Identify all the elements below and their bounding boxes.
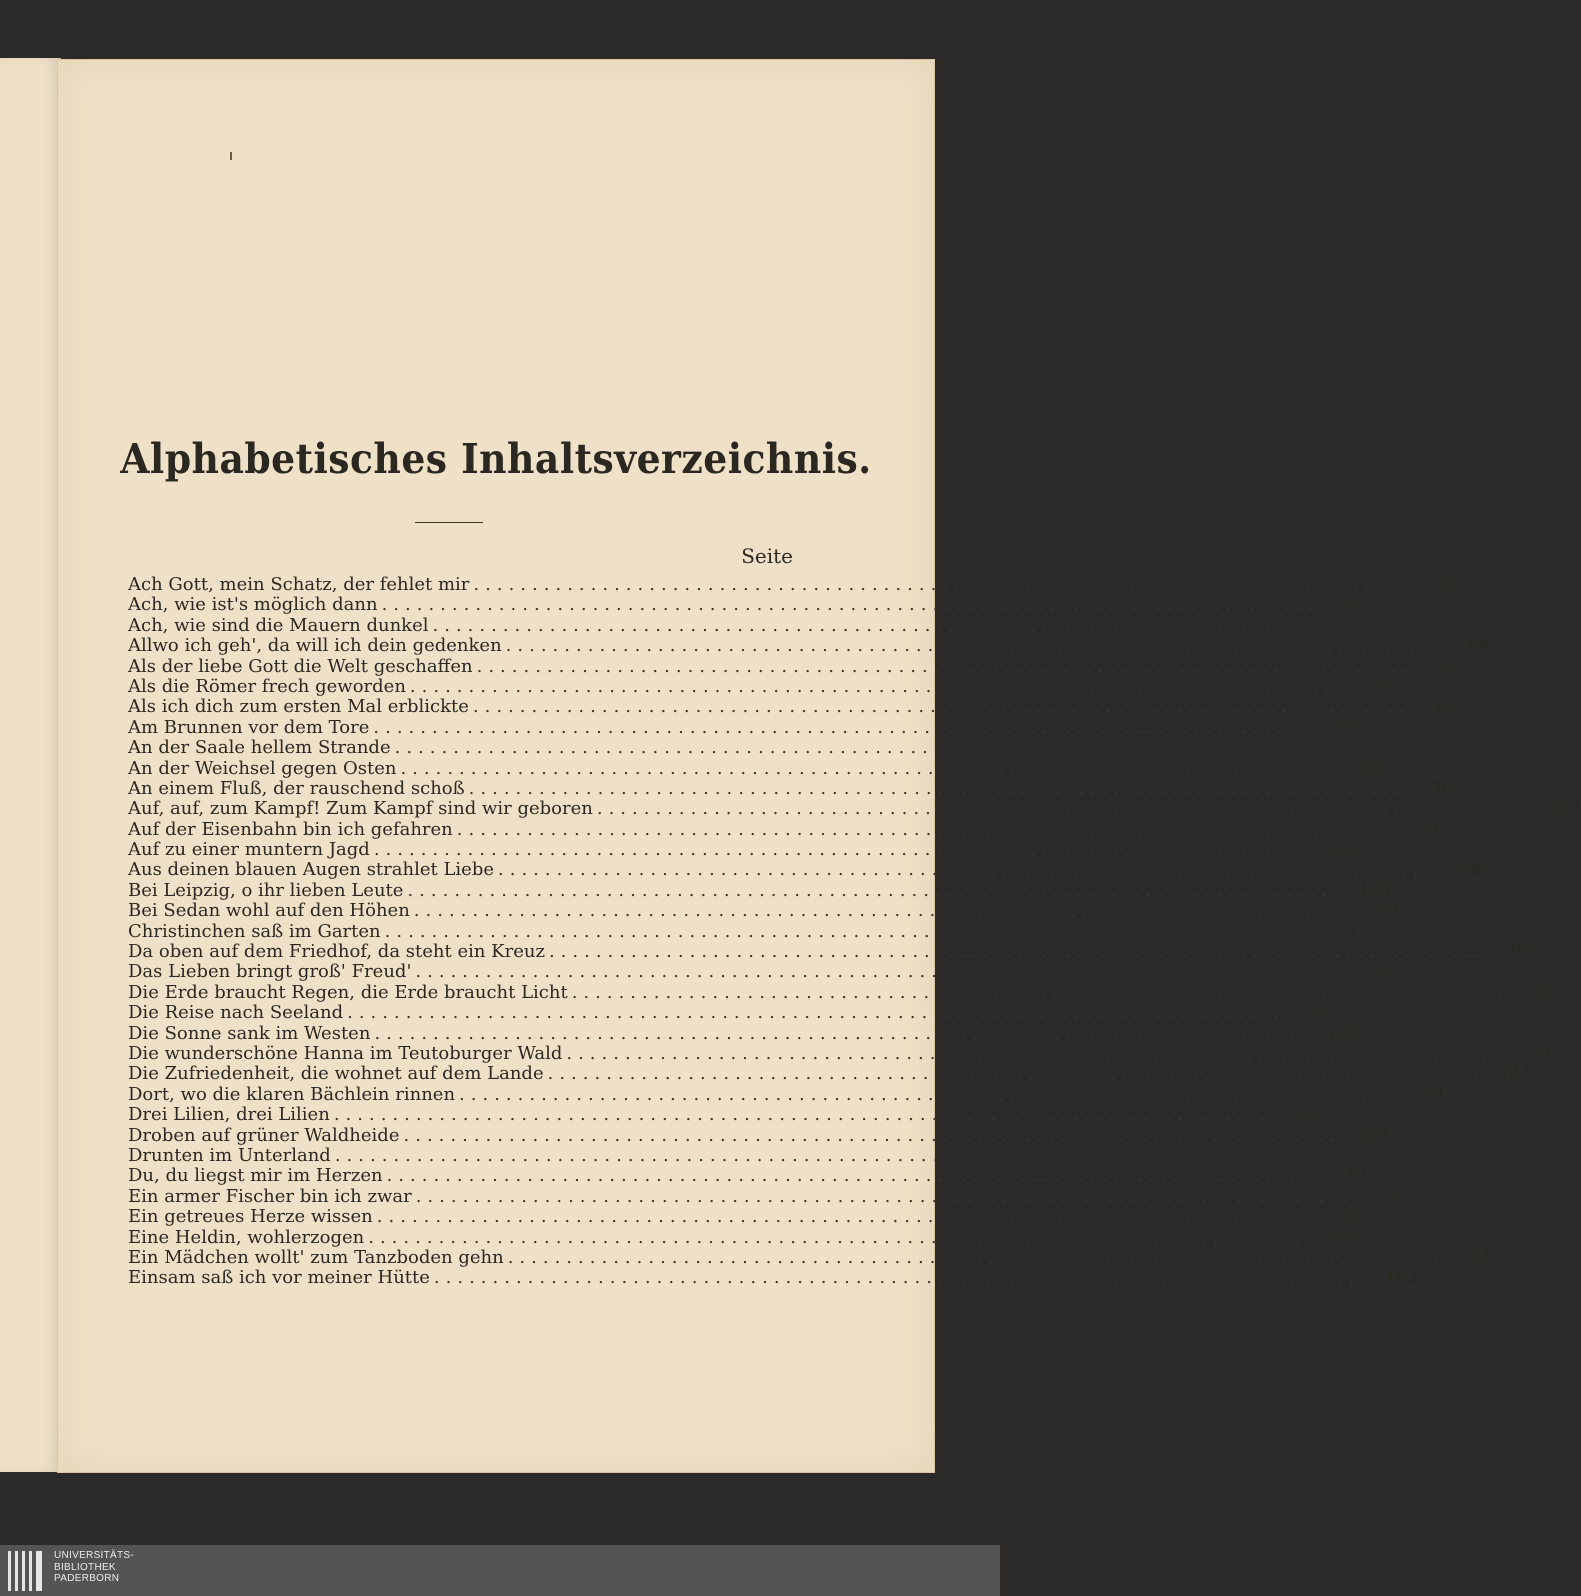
leader-dots: ................................................................................ [384,920,1323,942]
toc-entry [128,1042,1551,1064]
toc-entry [128,777,1453,799]
toc-entry-title: An der Saale hellem Strande [128,737,391,759]
toc-entry-page: 83 [1377,962,1400,983]
leader-dots: ................................................................................ [498,859,1436,881]
toc-entry [128,798,1581,820]
toc-entry [128,981,1556,1003]
leader-dots: ................................................................................ [473,574,1412,595]
leader-dots: ................................................................................ [407,879,1346,901]
leader-dots: ................................................................................ [333,1104,1272,1126]
toc-entry-title: Ach, wie ist's möglich dann [128,594,378,616]
toc-entry-title: Christinchen saß im Garten [128,920,381,942]
leader-dots: ................................................................................ [413,900,1352,922]
toc-entry-page: 119 [1325,840,1358,861]
toc-entry-title: Die Zufriedenheit, die wohnet auf dem Lande [128,1063,544,1085]
toc-entry [128,635,1490,657]
toc-entry-page: 74 [1418,819,1441,840]
toc-entry-title: Dort, wo die klaren Bächlein rinnen [128,1083,456,1105]
leader-dots: ................................................................................ [547,1063,1486,1085]
toc-entry-title: Als die Römer frech geworden [128,675,406,697]
toc-entry [128,1083,1443,1105]
title-divider [415,522,483,523]
leader-dots: ................................................................................ [571,981,1510,1003]
toc-entry-page: 54 [1330,1227,1352,1248]
leader-dots: ................................................................................ [400,757,1339,779]
toc-entry-title: Auf zu einer muntern Jagd [128,839,370,861]
leader-dots: ................................................................................ [415,1185,1354,1207]
toc-entry [128,655,1461,677]
toc-entry-page: 69 [1421,1084,1443,1105]
toc-entry-title: Als ich dich zum ersten Mal erblickte [128,696,469,718]
toc-entry-title: Droben auf grüner Waldheide [128,1124,400,1146]
toc-entry-page: 75 [1296,1145,1319,1166]
leader-dots: ................................................................................ [566,1042,1505,1064]
toc-entry-page: 64 [1467,636,1490,657]
leader-dots: ................................................................................ [433,1267,1372,1289]
toc-entry-page: 61 [1348,1166,1371,1187]
toc-entry [128,1144,1319,1166]
toc-entry-title: Bei Leipzig, o ihr lieben Leute [128,879,404,901]
toc-entry-page: 17 [1372,676,1394,697]
toc-entry-title: Drunten im Unterland [128,1144,331,1166]
toc-entry-title: Ein Mädchen wollt' zum Tanzboden gehn [128,1246,504,1268]
toc-entry [128,1165,1371,1187]
leader-dots: ................................................................................ [403,1124,1342,1146]
toc-entry-title: Die Reise nach Seeland [128,1002,344,1024]
toc-entry [128,696,1457,718]
toc-entry-title: Ein getreues Herze wissen [128,1206,373,1228]
toc-entry-title: Am Brunnen vor dem Tore [128,716,370,738]
footer-bar [0,1545,1000,1596]
toc-entry-title: Die Erde braucht Regen, die Erde braucht Licht [128,981,568,1003]
table-of-contents [128,574,1581,1289]
leader-dots: ................................................................................ [468,777,1407,799]
toc-entry-page: 137 [1427,656,1461,677]
leader-dots: ................................................................................ [505,635,1444,657]
toc-entry-page: 86 [1362,758,1385,779]
leader-dots: ................................................................................ [373,716,1312,738]
toc-entry-page: 92 [1435,575,1458,595]
toc-entry-title: Die wunderschöne Hanna im Teutoburger Wald [128,1042,563,1064]
leader-dots: ................................................................................ [376,1206,1315,1228]
toc-entry-title: Das Lieben bringt groß' Freud' [128,961,412,983]
toc-entry-page: 68 [1460,860,1482,881]
toc-entry [128,961,1400,983]
leader-dots: ................................................................................ [334,1144,1273,1166]
toc-entry-title: An der Weichsel gegen Osten [128,757,397,779]
toc-entry-title: Eine Heldin, wohlerzogen [128,1226,365,1248]
toc-entry-title: Allwo ich geh', da will ich dein gedenken [128,635,502,657]
toc-entry-page: 123 [1548,799,1581,820]
leader-dots: ................................................................................ [459,1083,1397,1105]
toc-entry [128,879,1392,901]
toc-entry [128,675,1394,697]
toc-entry [128,900,1398,922]
toc-entry [128,716,1358,738]
toc-entry-title: Da oben auf dem Friedhof, da steht ein Kreuz [128,941,545,963]
leader-dots: ................................................................................ [368,1226,1306,1248]
toc-entry-page: 144 [1498,1064,1532,1085]
toc-entry [128,1246,1492,1268]
toc-entry-page: 66 [1533,982,1556,1003]
toc-entry-page: 99 [1375,901,1398,922]
toc-entry [128,1267,1418,1289]
toc-entry [128,1206,1361,1228]
toc-entry-title: Die Sonne sank im Westen [128,1022,371,1044]
toc-entry [128,1022,1359,1044]
leader-dots: ................................................................................ [415,961,1354,983]
logo-line-2: BIBLIOTHEK [54,1561,116,1573]
toc-entry [128,757,1385,779]
leader-dots: ................................................................................ [394,737,1333,759]
toc-entry-title: Aus deinen blauen Augen strahlet Liebe [128,859,494,881]
toc-entry-title: Bei Sedan wohl auf den Höhen [128,900,410,922]
toc-entry-page: 76 [1335,717,1358,738]
toc-entry-title: Ach, wie sind die Mauern dunkel [128,614,429,636]
toc-entry-title: Auf der Eisenbahn bin ich gefahren [128,818,453,840]
library-logo-text [54,1550,134,1585]
toc-entry [128,941,1533,963]
toc-entry-page: 68 [1295,1105,1318,1126]
toc-entry [128,1124,1388,1146]
toc-entry-title: Einsam saß ich vor meiner Hütte [128,1267,430,1289]
toc-entry-page: 94 [1469,1247,1492,1268]
leader-dots: ................................................................................ [432,614,1371,636]
leader-dots: ................................................................................ [347,1002,1285,1024]
toc-entry-title: Du, du liegst mir im Herzen [128,1165,383,1187]
toc-entry [128,920,1369,942]
toc-entry-title: An einem Fluß, der rauschend schoß [128,777,465,799]
toc-entry [128,1104,1318,1126]
toc-entry-page: 29 [1528,1043,1551,1064]
toc-entry-page: 91 [1309,1003,1331,1024]
toc-entry-page: 36 [1430,778,1453,799]
toc-entry-page: 139 [1354,1125,1388,1146]
toc-entry-page: 100 [1325,1023,1359,1044]
logo-line-1: UNIVERSITÄTS- [54,1550,135,1561]
leader-dots: ................................................................................ [456,818,1395,840]
toc-entry [128,859,1482,881]
toc-entry-title: Ein armer Fischer bin ich zwar [128,1185,412,1207]
leader-dots: ................................................................................ [374,1022,1313,1044]
toc-entry-page: 73 [1356,738,1379,759]
toc-entry-page: 42 [1346,921,1369,942]
leader-dots: ................................................................................ [381,594,1320,616]
leader-dots: ................................................................................ [409,675,1348,697]
logo-line-3: PADERBORN [54,1573,120,1584]
toc-entry [128,594,1366,616]
toc-entry-title: Auf, auf, zum Kampf! Zum Kampf sind wir geboren [128,798,593,820]
toc-entry-title: Drei Lilien, drei Lilien [128,1104,330,1126]
leader-dots: ................................................................................ [472,696,1411,718]
toc-entry-title: Ach Gott, mein Schatz, der fehlet mir [128,574,470,595]
toc-entry-page: 60 [1343,595,1366,616]
toc-entry [128,1063,1532,1085]
leader-dots: ................................................................................ [386,1165,1325,1187]
document-page [58,60,1581,1472]
toc-entry-title: Als der liebe Gott die Welt geschaffen [128,655,473,677]
left-page-edge [0,58,61,1472]
toc-entry [128,614,1417,636]
library-bars-icon [8,1551,48,1591]
leader-dots: ................................................................................ [596,798,1535,820]
toc-entry-page: 77 [1394,615,1417,636]
toc-entry [128,839,1358,861]
toc-entry [128,574,1458,595]
toc-entry-page: 98 [1511,942,1533,963]
page-column-label: Seite [741,544,793,568]
leader-dots: ................................................................................ [476,655,1415,677]
toc-entry [128,1002,1331,1024]
toc-entry [128,737,1379,759]
toc-entry-page: 65 [1338,1207,1361,1228]
toc-entry [128,1226,1352,1248]
leader-dots: ................................................................................ [548,941,1487,963]
page-title: Alphabetisches Inhaltsverzeichnis. [120,435,872,483]
toc-entry [128,818,1441,840]
leader-dots: ................................................................................ [507,1246,1446,1268]
toc-entry-page: 103 [1385,1268,1418,1289]
toc-entry-page: 130 [1358,880,1392,901]
toc-entry-page: 83 [1435,697,1457,718]
toc-entry [128,1185,1400,1207]
toc-entry-page: 74 [1377,1186,1400,1207]
page-mark [230,152,232,160]
leader-dots: ................................................................................ [373,839,1312,861]
